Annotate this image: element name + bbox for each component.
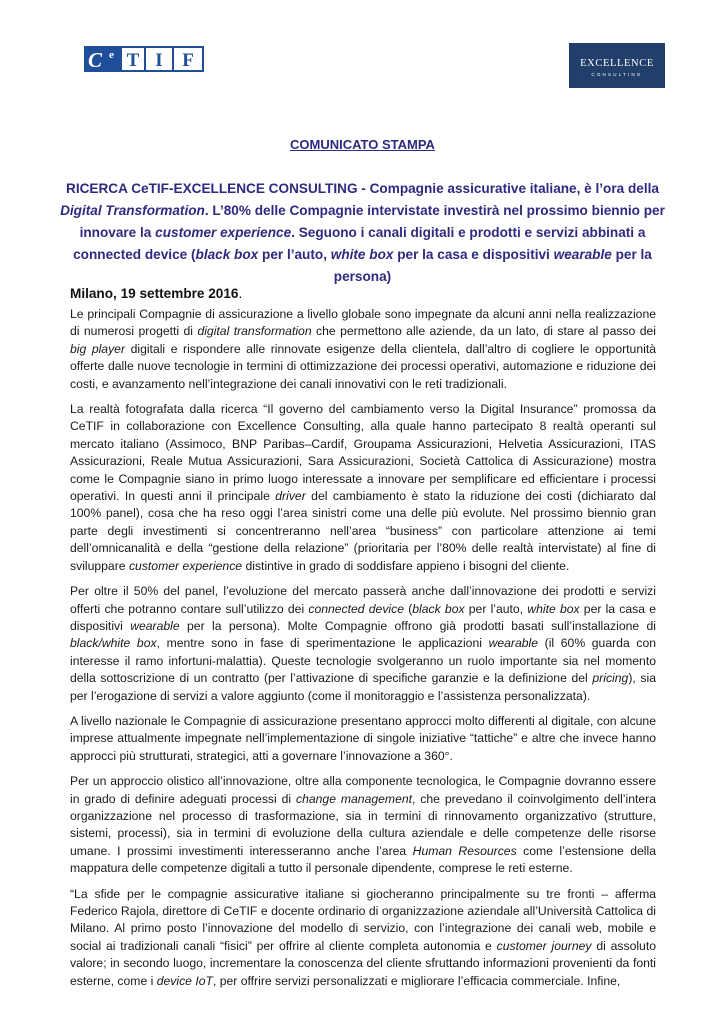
paragraph-run: per la persona). Molte Compagnie offrono già prodotti basati sull’installazione di bbox=[179, 618, 656, 633]
paragraph-run: di assoluto valore; in secondo luogo, incrementare la conoscenza del cliente sfruttando informazioni provenienti da fonti esterne, come i bbox=[70, 938, 657, 988]
paragraph-run: ), sia per l’erogazione di servizi a valore aggiunto (come il monitoraggio e l’assistenza personalizzata). bbox=[70, 671, 656, 703]
paragraph-run: change management bbox=[296, 791, 413, 806]
dateline-period: . bbox=[238, 286, 243, 301]
headline-run: white box bbox=[330, 247, 394, 262]
body-paragraph bbox=[70, 713, 656, 765]
paragraph-run: digitali e rispondere alle rinnovate esigenze della clientela, dall’altro di cogliere le opportunità offerte dalle nuove tecnologie in termini di ottimizzazione dei processi operativi, automazione e riduzione dei costi, e avanzamento nell’integrazione dei canali innovativi con le reti tradizionali. bbox=[70, 341, 656, 391]
excellence-logo-line1: EXCELLENCE bbox=[580, 58, 654, 69]
paragraph-run: A livello nazionale le Compagnie di assicurazione presentano approcci molto differenti al digitale, con alcune imprese attualmente impegnate nell’implementazione di singole iniziative “tattiche” e altre che invece hanno approcci più strutturati, strategici, atti a governare l’innovazione a 360°. bbox=[70, 713, 656, 763]
paragraph-run: Human Resources bbox=[412, 843, 517, 858]
body-paragraph bbox=[70, 401, 656, 575]
headline-run: Digital Transformation bbox=[60, 203, 205, 218]
paragraph-run: black/white box bbox=[70, 636, 157, 651]
paragraph-run: del cambiamento è stato la riduzione dei costi (dichiarato dal 100% panel), cosa che ha reso oggi l’area sinistri come una delle più evolute. Nel prossimo biennio gran parte degli investimenti si concentreranno nell’area “business” con particolare attenzione ai temi dell’omnicanalità e della “gestione della relazione” (prioritaria per l’80% delle realtà intervistate) al fine di sviluppare bbox=[70, 489, 657, 573]
paragraph-run: , per offrire servizi personalizzati e migliorare l’efficacia commerciale. Infine, bbox=[212, 973, 621, 988]
paragraph-run: wearable bbox=[488, 636, 539, 651]
dateline bbox=[70, 286, 242, 301]
paragraph-run: per l’auto, bbox=[464, 601, 528, 616]
paragraph-run: digital transformation bbox=[197, 324, 312, 339]
headline-run: . Seguono i canali digitali e prodotti e servizi abbinati a connected device ( bbox=[73, 225, 646, 262]
paragraph-run: “La sfide per le compagnie assicurative italiane si giocheranno principalmente su tre fronti – afferma Federico Rajola, direttore di CeTIF e docente ordinario di organizzazione aziendale all’Università Cattolica di Milano. Al primo posto l’innovazione del modello di servizio, con l’integrazione dei canali web, mobile e social ai tradizionali canali “fisici” per offrire al cliente completa autonomia e bbox=[70, 886, 656, 953]
paragraph-run: white box bbox=[527, 601, 580, 616]
paragraph-run: big player bbox=[70, 341, 126, 356]
paragraph-run: Le principali Compagnie di assicurazione a livello globale sono impegnate da alcuni anni nella realizzazione di numerosi progetti di bbox=[70, 307, 656, 339]
excellence-consulting-logo bbox=[569, 43, 665, 88]
headline-run: per l’auto, bbox=[258, 247, 331, 262]
headline-run: RICERCA CeTIF-EXCELLENCE CONSULTING - Compagnie assicurative italiane, è l’ora della bbox=[66, 181, 659, 196]
headline bbox=[60, 178, 665, 288]
paragraph-run: connected device bbox=[308, 601, 405, 616]
cetif-logo-sup: e bbox=[109, 49, 114, 61]
paragraph-run: ( bbox=[404, 601, 413, 616]
paragraph-run: driver bbox=[275, 489, 306, 504]
paragraph-run: La realtà fotografata dalla ricerca “Il governo del cambiamento verso la Digital Insurance” promossa da CeTIF in collaborazione con Excellence Consulting, alla quale hanno partecipato 8 realtà operanti sul mercato italiano (Assimoco, BNP Paribas–Cardif, Groupama Assicurazioni, Helvetia Assicurazioni, ITAS Assicurazioni, Reale Mutua Assicurazioni, Sara Assicurazioni, Società Cattolica di Assicurazione) mostra come le Compagnie siano in primo luogo interessate a innovare per semplificare ed efficientare i processi operativi. In questi anni il principale bbox=[70, 402, 656, 504]
cetif-logo-letter: F bbox=[182, 50, 194, 71]
paragraph-run: wearable bbox=[130, 618, 180, 633]
paragraph-run: pricing bbox=[592, 671, 629, 686]
cetif-logo-ce: C bbox=[88, 48, 103, 72]
paragraph-run: distintive in grado di soddisfare appieno i bisogni del cliente. bbox=[242, 558, 570, 573]
cetif-logo-letter: T bbox=[126, 50, 140, 71]
headline-run: per la casa e dispositivi bbox=[393, 247, 554, 262]
body-paragraph bbox=[70, 886, 656, 990]
article-body bbox=[70, 306, 656, 998]
paragraph-run: black box bbox=[412, 601, 465, 616]
cetif-logo-letter: I bbox=[155, 50, 163, 71]
paragraph-run: Per un approccio olistico all’innovazione, oltre alla componente tecnologica, le Compagnie dovranno essere in grado di definire adeguati processi di bbox=[70, 774, 656, 806]
paragraph-run: per la casa e dispositivi bbox=[70, 601, 656, 633]
paragraph-run: , mentre sono in fase di sperimentazione le applicazioni bbox=[156, 636, 489, 651]
paragraph-run: che permettono alle aziende, da un lato, di stare al passo dei bbox=[311, 324, 656, 339]
paragraph-run: come l’estensione della mappatura delle competenze digitali a tutto il personale dipendente, comprese le reti esterne. bbox=[70, 843, 656, 876]
paragraph-run: (il 60% guarda con interesse il ramo infortuni-malattia). Queste tecnologie svolgeranno un ruolo importante sia nel momento della sottoscrizione di un contratto (per l’attivazione di specifiche garanzie e la definizione del bbox=[70, 636, 657, 686]
excellence-logo-line2: CONSULTING bbox=[591, 72, 643, 77]
headline-run: black box bbox=[195, 247, 259, 262]
body-paragraph bbox=[70, 306, 656, 393]
dateline-text: Milano, 19 settembre 2016 bbox=[70, 286, 239, 301]
paragraph-run: customer experience bbox=[128, 558, 243, 573]
cetif-logo-graphic bbox=[84, 46, 204, 72]
paragraph-run: , che prevedano il coinvolgimento dell’intera organizzazione nel processo di trasformazione, sia in termini di rinnovamento organizzativo (strutture, sistemi, processi), sia in termini di evoluzione della cultura aziendale e delle competenze delle risorse umane. I prossimi investimenti interesseranno anche l’area bbox=[70, 791, 656, 858]
body-paragraph bbox=[70, 583, 656, 705]
headline-run: wearable bbox=[553, 247, 612, 262]
headline-run: . L’80% delle Compagnie intervistate investirà nel prossimo biennio per innovare la bbox=[79, 203, 665, 240]
paragraph-run: Per oltre il 50% del panel, l’evoluzione del mercato passerà anche dall’innovazione dei prodotti e servizi offerti che potranno contare sull’utilizzo dei bbox=[70, 584, 656, 616]
cetif-logo bbox=[84, 46, 204, 72]
body-paragraph bbox=[70, 773, 656, 877]
paragraph-run: device IoT bbox=[156, 973, 213, 988]
headline-run: customer experience bbox=[155, 225, 292, 240]
headline-run: per la persona) bbox=[333, 247, 652, 284]
paragraph-run: customer journey bbox=[496, 938, 592, 953]
press-release-label: COMUNICATO STAMPA bbox=[290, 137, 435, 152]
